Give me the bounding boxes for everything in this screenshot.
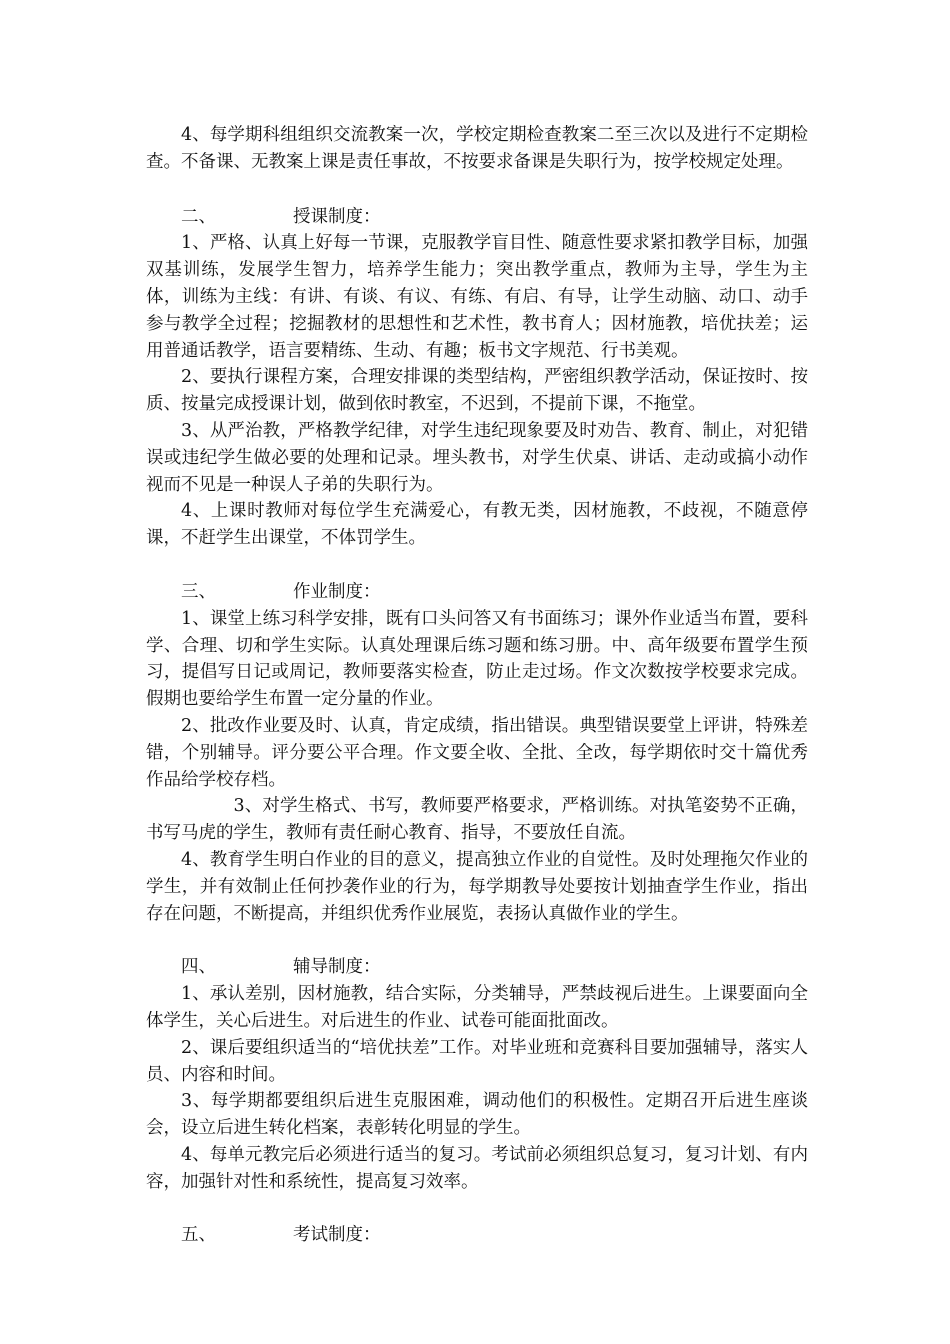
- paragraph: 4、教育学生明白作业的目的意义，提高独立作业的自觉性。及时处理拖欠作业的学生，并有效制止任何抄袭作业的行为，每学期教导处要按计划抽查学生作业，指出存在问题，不断提高，并组织优秀作业展览，表扬认真做作业的学生。: [146, 849, 808, 924]
- paragraph: 2、要执行课程方案，合理安排课的类型结构，严密组织教学活动，保证按时、按质、按量完成授课计划，做到依时教室，不迟到，不提前下课，不拖堂。: [146, 367, 808, 415]
- section-number: 五、: [181, 1225, 216, 1246]
- section-heading-teaching: [146, 204, 808, 231]
- paragraph-top: 4、每学期科组组织交流教案一次，学校定期检查教案二至三次以及进行不定期检查。不备课、无教案上课是责任事故，不按要求备课是失职行为，按学校规定处理。: [146, 125, 808, 172]
- section-heading-exam: [146, 1222, 808, 1249]
- paragraph: 1、课堂上练习科学安排，既有口头问答又有书面练习；课外作业适当布置，要科学、合理、切和学生实际。认真处理课后练习题和练习册。中、高年级要布置学生预习，提倡写日记或周记，教师要落实检查，防止走过场。作文次数按学校要求完成。假期也要给学生布置一定分量的作业。: [146, 608, 808, 710]
- paragraph: 3、每学期都要组织后进生克服困难，调动他们的积极性。定期召开后进生座谈会，设立后进生转化档案，表彰转化明显的学生。: [146, 1091, 808, 1139]
- section-title: 授课制度：: [293, 206, 381, 227]
- paragraph: 4、每单元教完后必须进行适当的复习。考试前必须组织总复习，复习计划、有内容，加强针对性和系统性，提高复习效率。: [146, 1144, 808, 1192]
- section-title: 作业制度：: [293, 581, 381, 602]
- paragraph: 4、上课时教师对每位学生充满爱心，有教无类，因材施教，不歧视，不随意停课，不赶学生出课堂，不体罚学生。: [146, 501, 808, 549]
- paragraph: 1、严格、认真上好每一节课，克服教学盲目性、随意性要求紧扣教学目标，加强双基训练，发展学生智力，培养学生能力；突出教学重点，教师为主导，学生为主体，训练为主线：有讲、有谈、有议、有练、有启、有导，让学生动脑、动口、动手参与教学全过程；挖掘教材的思想性和艺术性，教书育人；因材施教，培优扶差；运用普通话教学，语言要精练、生动、有趣；板书文字规范、行书美观。: [146, 233, 808, 361]
- section-number: 四、: [181, 957, 216, 978]
- section-number: 二、: [181, 206, 216, 227]
- section-heading-tutoring: [146, 954, 808, 981]
- section-number: 三、: [181, 581, 216, 602]
- section-heading-homework: [146, 579, 808, 606]
- paragraph: 3、对学生格式、书写，教师要严格要求，严格训练。对执笔姿势不正确，书写马虎的学生，教师有责任耐心教育、指导，不要放任自流。: [146, 796, 808, 844]
- paragraph: 2、课后要组织适当的“培优扶差”工作。对毕业班和竞赛科目要加强辅导，落实人员、内容和时间。: [146, 1037, 808, 1085]
- section-title: 考试制度：: [293, 1225, 381, 1246]
- paragraph: 3、从严治教，严格教学纪律，对学生违纪现象要及时劝告、教育、制止，对犯错误或违纪学生做必要的处理和记录。埋头教书，对学生伏桌、讲话、走动或搞小动作视而不见是一种误人子弟的失职行为。: [146, 420, 808, 495]
- section-title: 辅导制度：: [293, 957, 381, 978]
- paragraph: 1、承认差别，因材施教，结合实际，分类辅导，严禁歧视后进生。上课要面向全体学生，关心后进生。对后进生的作业、试卷可能面批面改。: [146, 984, 808, 1031]
- paragraph: 2、批改作业要及时、认真，肯定成绩，指出错误。典型错误要堂上评讲，特殊差错，个别辅导。评分要公平合理。作文要全收、全批、全改，每学期依时交十篇优秀作品给学校存档。: [146, 715, 808, 790]
